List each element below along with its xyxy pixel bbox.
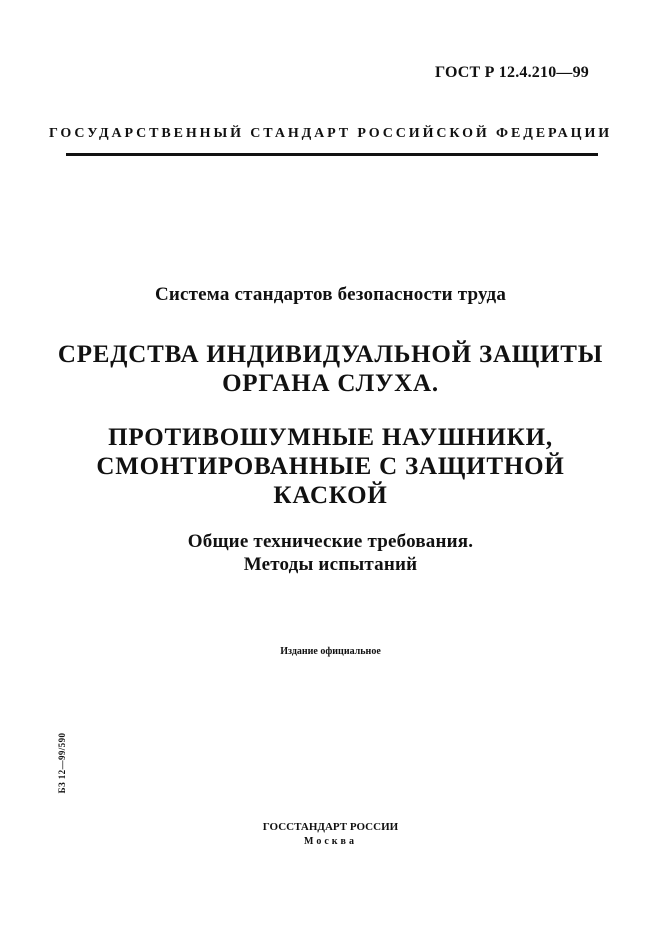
title-part-2-line: КАСКОЙ xyxy=(273,482,388,509)
publisher-city: Москва xyxy=(304,836,357,847)
title-part-1-line: СРЕДСТВА ИНДИВИДУАЛЬНОЙ ЗАЩИТЫ xyxy=(57,341,604,368)
title-part-2 xyxy=(0,423,661,510)
standard-header: ГОСУДАРСТВЕННЫЙ СТАНДАРТ РОССИЙСКОЙ ФЕДЕРАЦИИ xyxy=(48,126,613,141)
publisher: ГОССТАНДАРТ РОССИИ xyxy=(262,821,399,833)
subtitle-line: Методы испытаний xyxy=(243,554,418,575)
title-part-1 xyxy=(0,340,661,398)
title-part-2-line: СМОНТИРОВАННЫЕ С ЗАЩИТНОЙ xyxy=(96,453,565,480)
subtitle xyxy=(0,530,661,576)
title-part-1-line: ОРГАНА СЛУХА. xyxy=(222,370,439,397)
header-divider xyxy=(66,153,598,156)
subtitle-line: Общие технические требования. xyxy=(187,531,474,552)
edition-label: Издание официальное xyxy=(280,646,381,657)
standards-series: Система стандартов безопасности труда xyxy=(154,284,507,305)
side-code-container xyxy=(52,720,72,806)
document-number: ГОСТ Р 12.4.210—99 xyxy=(434,64,589,81)
title-part-2-line: ПРОТИВОШУМНЫЕ НАУШНИКИ, xyxy=(108,424,553,451)
side-code: БЗ 12—99/590 xyxy=(57,732,67,794)
